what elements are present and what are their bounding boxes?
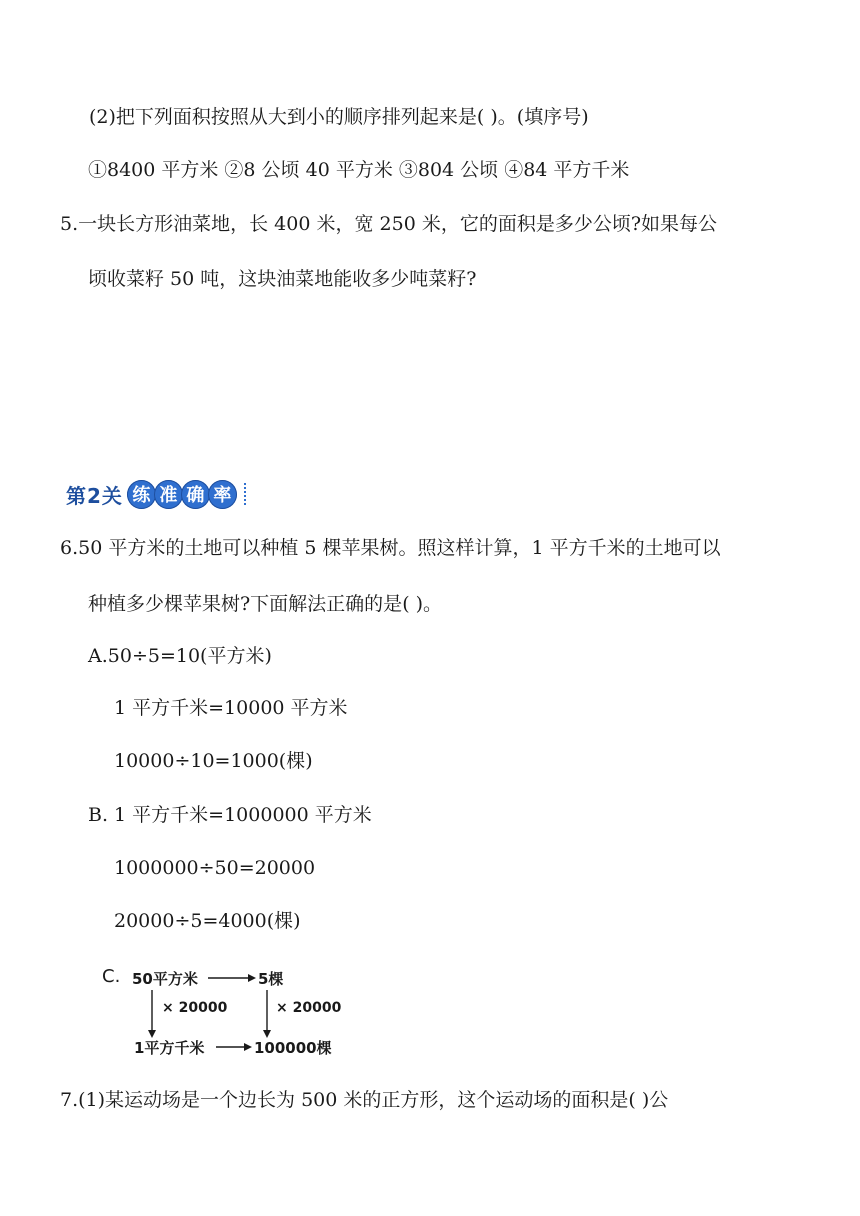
section-badge-char: 练 [127, 480, 156, 509]
option-a-line-1: A.50÷5=10(平方米) [88, 645, 272, 667]
section-badge-char: 率 [208, 480, 237, 509]
diagram-mult-right: × 20000 [276, 1000, 342, 1016]
question-6-line-1: 6.50 平方米的土地可以种植 5 棵苹果树。照这样计算，1 平方千米的土地可以 [60, 537, 721, 559]
option-b-line-1: B. 1 平方千米=1000000 平方米 [88, 804, 372, 826]
option-a-line-2: 1 平方千米=10000 平方米 [114, 697, 348, 719]
section-badge-char: 准 [154, 480, 183, 509]
question-4-2: (2)把下列面积按照从大到小的顺序排列起来是( )。(填序号) [89, 106, 589, 128]
option-b-line-2: 1000000÷50=20000 [114, 857, 316, 879]
diagram-mult-left: × 20000 [162, 1000, 228, 1016]
section-badge [66, 478, 246, 510]
option-c-diagram [96, 960, 356, 1060]
arrow-left-down-head [148, 1030, 156, 1038]
section-badge-char: 确 [181, 480, 210, 509]
option-a-line-3: 10000÷10=1000(棵) [114, 750, 313, 772]
section-badge-title [127, 480, 235, 509]
question-5-line-1: 5.一块长方形油菜地，长 400 米，宽 250 米，它的面积是多少公顷?如果每公 [60, 213, 718, 235]
diagram-top-left: 50平方米 [132, 970, 198, 988]
diagram-bottom-right: 100000棵 [254, 1039, 332, 1057]
question-5-line-2: 顷收菜籽 50 吨，这块油菜地能收多少吨菜籽? [88, 268, 477, 290]
question-6-line-2: 种植多少棵苹果树?下面解法正确的是( )。 [88, 593, 443, 615]
arrow-top-head [248, 974, 256, 982]
arrow-right-down-head [263, 1030, 271, 1038]
diagram-top-right: 5棵 [258, 970, 284, 988]
diagram-bottom-left: 1平方千米 [134, 1039, 205, 1057]
option-c-label: C. [102, 966, 121, 987]
question-4-2-options: ①8400 平方米 ②8 公顷 40 平方米 ③804 公顷 ④84 平方千米 [88, 159, 630, 181]
arrow-bottom-head [244, 1043, 252, 1051]
question-7-line-1: 7.(1)某运动场是一个边长为 500 米的正方形，这个运动场的面积是( )公 [60, 1089, 669, 1111]
section-badge-tail [238, 483, 246, 505]
option-b-line-3: 20000÷5=4000(棵) [114, 910, 301, 932]
section-badge-prefix: 第2关 [66, 483, 123, 508]
